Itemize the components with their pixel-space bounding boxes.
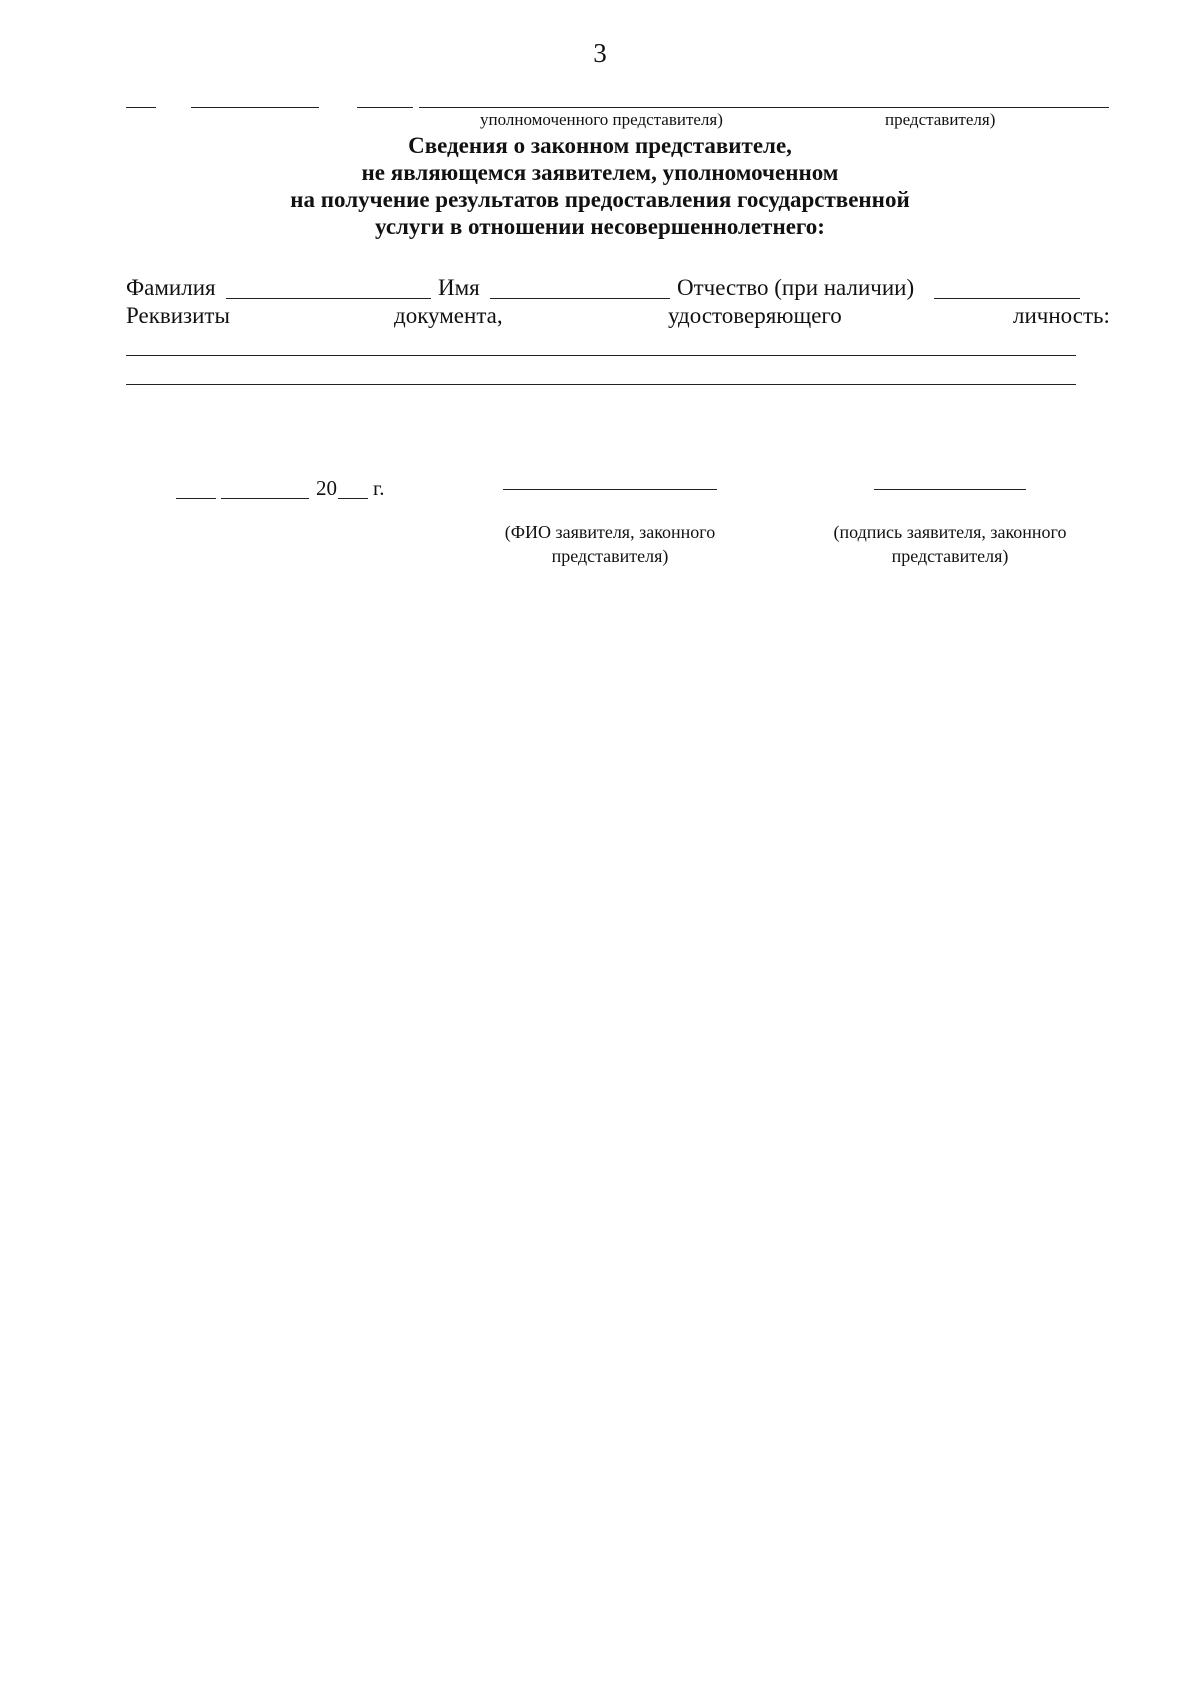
top-blank-line-3 xyxy=(357,107,413,108)
name-label: Имя xyxy=(438,275,480,300)
heading-line-1: Сведения о законном представителе, xyxy=(408,133,792,158)
id-word-4: личность: xyxy=(1013,303,1110,328)
top-blank-line-2 xyxy=(191,107,319,108)
date-month-field[interactable] xyxy=(221,498,309,499)
top-right-caption: представителя) xyxy=(885,110,996,129)
signature-caption-line-1: (подпись заявителя, законного xyxy=(833,522,1067,542)
surname-label: Фамилия xyxy=(126,275,216,300)
patronymic-field[interactable] xyxy=(934,298,1080,299)
fio-field[interactable] xyxy=(503,489,717,490)
top-blank-line-4 xyxy=(419,107,1109,108)
name-field[interactable] xyxy=(490,298,670,299)
surname-field[interactable] xyxy=(226,298,431,299)
id-word-1: Реквизиты xyxy=(126,303,230,328)
fio-caption xyxy=(470,520,750,568)
top-left-caption: уполномоченного представителя) xyxy=(480,110,723,129)
id-document-field-line-1[interactable] xyxy=(126,355,1076,356)
fio-caption-line-1: (ФИО заявителя, законного xyxy=(504,522,716,542)
year-suffix: г. xyxy=(373,476,385,500)
signature-field[interactable] xyxy=(874,489,1026,490)
date-year-field[interactable] xyxy=(338,498,368,499)
heading-line-4: услуги в отношении несовершеннолетнего: xyxy=(375,214,825,239)
section-heading xyxy=(0,132,1200,240)
page-number: 3 xyxy=(593,38,607,68)
heading-line-3: на получение результатов предоставления государственной xyxy=(290,187,910,212)
top-blank-line-1 xyxy=(126,107,156,108)
id-document-field-line-2[interactable] xyxy=(126,384,1076,385)
signature-caption xyxy=(805,520,1095,568)
patronymic-label: Отчество (при наличии) xyxy=(677,275,915,300)
id-word-2: документа, xyxy=(394,303,503,328)
signature-caption-line-2: представителя) xyxy=(891,546,1009,566)
fio-caption-line-2: представителя) xyxy=(551,546,669,566)
date-day-field[interactable] xyxy=(176,498,216,499)
year-prefix: 20 xyxy=(316,476,337,500)
heading-line-2: не являющемся заявителем, уполномоченном xyxy=(361,160,839,185)
id-word-3: удостоверяющего xyxy=(668,303,842,328)
